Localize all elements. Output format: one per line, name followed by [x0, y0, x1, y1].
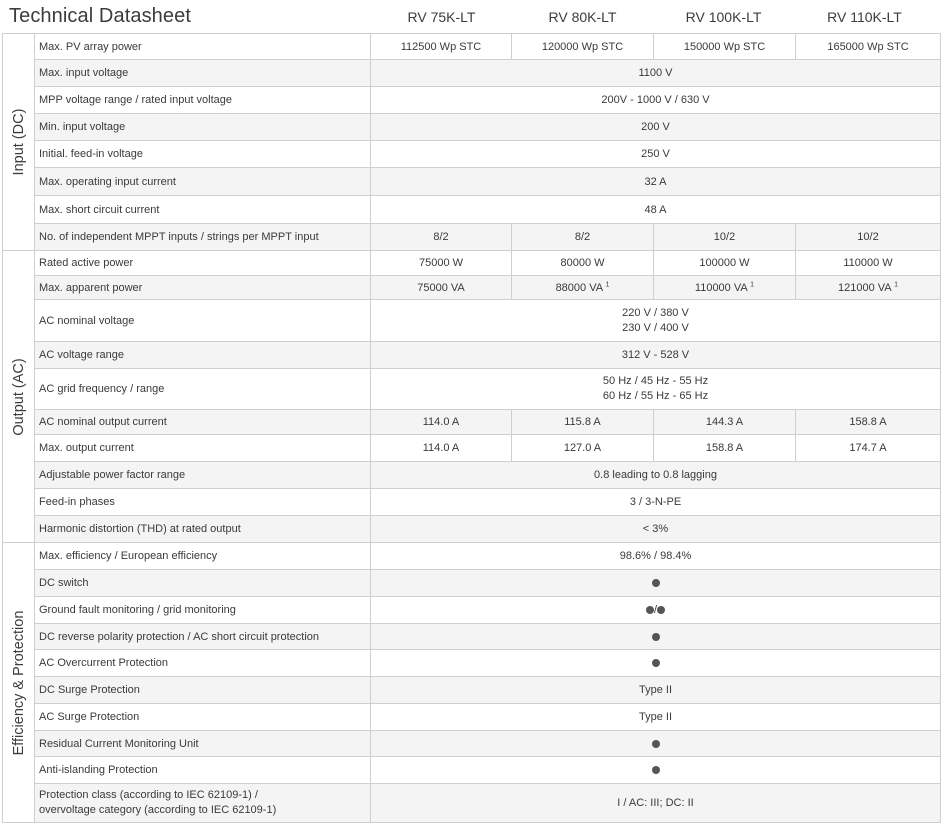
param-label: AC nominal output current [35, 410, 371, 435]
value-cell: 110000 W [796, 251, 941, 276]
value-separator: / [653, 604, 658, 616]
model-header-2: RV 80K-LT [548, 9, 617, 25]
value-text: 110000 VA [694, 281, 748, 294]
value-cell: 150000 Wp STC [654, 34, 796, 60]
value-cell: 200V - 1000 V / 630 V [371, 87, 941, 114]
value-cell: 8/2 [512, 224, 654, 251]
value-cell: 312 V - 528 V [371, 342, 941, 369]
value-cell: 10/2 [796, 224, 941, 251]
value-cell: 114.0 A [371, 435, 512, 462]
section-output-ac [3, 251, 35, 543]
value-cell [371, 300, 941, 342]
param-label: Harmonic distortion (THD) at rated output [35, 516, 371, 543]
page-title: Technical Datasheet [9, 5, 192, 27]
param-label: Max. short circuit current [35, 196, 371, 224]
value-cell: Type II [371, 677, 941, 704]
param-label: DC reverse polarity protection / AC short circuit protection [35, 624, 371, 650]
value-cell [371, 757, 941, 784]
value-cell: 75000 W [371, 251, 512, 276]
model-header-1: RV 75K-LT [407, 9, 476, 25]
param-label: Max. apparent power [35, 276, 371, 300]
param-label: Max. input voltage [35, 60, 371, 87]
param-label: Max. efficiency / European efficiency [35, 543, 371, 570]
value-cell: 158.8 A [654, 435, 796, 462]
value-cell: 174.7 A [796, 435, 941, 462]
value-cell [371, 276, 512, 300]
value-cell: 158.8 A [796, 410, 941, 435]
value-cell: 8/2 [371, 224, 512, 251]
value-cell: 1100 V [371, 60, 941, 87]
value-line: 220 V / 380 V [622, 306, 689, 319]
value-cell: Type II [371, 704, 941, 731]
footnote-marker: 1 [605, 280, 610, 288]
param-label: Min. input voltage [35, 114, 371, 141]
value-cell: < 3% [371, 516, 941, 543]
param-label: DC Surge Protection [35, 677, 371, 704]
value-cell [371, 570, 941, 597]
value-cell: 3 / 3-N-PE [371, 489, 941, 516]
param-label: Max. output current [35, 435, 371, 462]
value-cell [371, 650, 941, 677]
value-cell: 112500 Wp STC [371, 34, 512, 60]
param-label: Max. PV array power [35, 34, 371, 60]
bullet-dot-icon [652, 740, 660, 748]
value-cell: 32 A [371, 168, 941, 196]
value-cell [371, 597, 941, 624]
value-text: 121000 VA [838, 281, 892, 294]
param-label: Ground fault monitoring / grid monitoring [35, 597, 371, 624]
param-label: AC Surge Protection [35, 704, 371, 731]
section-label: Input (DC) [10, 108, 27, 176]
value-cell: 115.8 A [512, 410, 654, 435]
value-cell: 100000 W [654, 251, 796, 276]
param-line: overvoltage category (according to IEC 62109-1) [39, 804, 277, 816]
param-label: Rated active power [35, 251, 371, 276]
value-text: 75000 VA [417, 281, 465, 294]
param-label: No. of independent MPPT inputs / strings per MPPT input [35, 224, 371, 251]
bullet-dot-icon [652, 659, 660, 667]
model-header-3: RV 100K-LT [685, 9, 762, 25]
section-efficiency-protection [3, 543, 35, 823]
value-line: 230 V / 400 V [622, 321, 689, 334]
section-label: Output (AC) [10, 357, 27, 436]
bullet-dot-icon [652, 766, 660, 774]
value-cell [796, 276, 941, 300]
value-cell: 10/2 [654, 224, 796, 251]
footnote-marker: 1 [894, 280, 898, 288]
bullet-dot-icon [652, 579, 660, 587]
value-line: 60 Hz / 55 Hz - 65 Hz [602, 390, 709, 402]
value-cell: 165000 Wp STC [796, 34, 941, 60]
value-cell: 0.8 leading to 0.8 lagging [371, 462, 941, 489]
section-input-dc [3, 34, 35, 251]
value-cell: 114.0 A [371, 410, 512, 435]
param-label: Anti-islanding Protection [35, 757, 371, 784]
bullet-dot-icon [652, 633, 660, 641]
value-cell: 127.0 A [512, 435, 654, 462]
value-cell [654, 276, 796, 300]
value-cell: 98.6% / 98.4% [371, 543, 941, 570]
param-label: AC nominal voltage [35, 300, 371, 342]
value-cell: 48 A [371, 196, 941, 224]
param-label: MPP voltage range / rated input voltage [35, 87, 371, 114]
value-line: 50 Hz / 45 Hz - 55 Hz [602, 375, 709, 387]
param-label: Feed-in phases [35, 489, 371, 516]
bullet-dot-icon [657, 606, 665, 614]
value-text: 88000 VA [555, 281, 603, 294]
section-label: Efficiency & Protection [10, 610, 27, 755]
value-cell: I / AC: III; DC: II [371, 784, 941, 823]
value-cell: 250 V [371, 141, 941, 168]
datasheet-table [2, 33, 941, 823]
param-label: DC switch [35, 570, 371, 597]
value-cell: 200 V [371, 114, 941, 141]
value-cell: 120000 Wp STC [512, 34, 654, 60]
model-header-4: RV 110K-LT [827, 9, 902, 25]
value-cell [371, 624, 941, 650]
value-cell [371, 731, 941, 757]
datasheet-header [0, 0, 941, 33]
value-cell [512, 276, 654, 300]
param-label [35, 784, 371, 823]
param-label: AC grid frequency / range [35, 369, 371, 410]
param-line: Protection class (according to IEC 62109-1) / [39, 789, 258, 801]
value-cell: 144.3 A [654, 410, 796, 435]
param-label: Residual Current Monitoring Unit [35, 731, 371, 757]
param-label: AC voltage range [35, 342, 371, 369]
param-label: AC Overcurrent Protection [35, 650, 371, 677]
bullet-dot-icon [646, 606, 654, 614]
param-label: Adjustable power factor range [35, 462, 371, 489]
value-cell [371, 369, 941, 410]
footnote-marker: 1 [750, 280, 755, 288]
param-label: Initial. feed-in voltage [35, 141, 371, 168]
param-label: Max. operating input current [35, 168, 371, 196]
value-cell: 80000 W [512, 251, 654, 276]
